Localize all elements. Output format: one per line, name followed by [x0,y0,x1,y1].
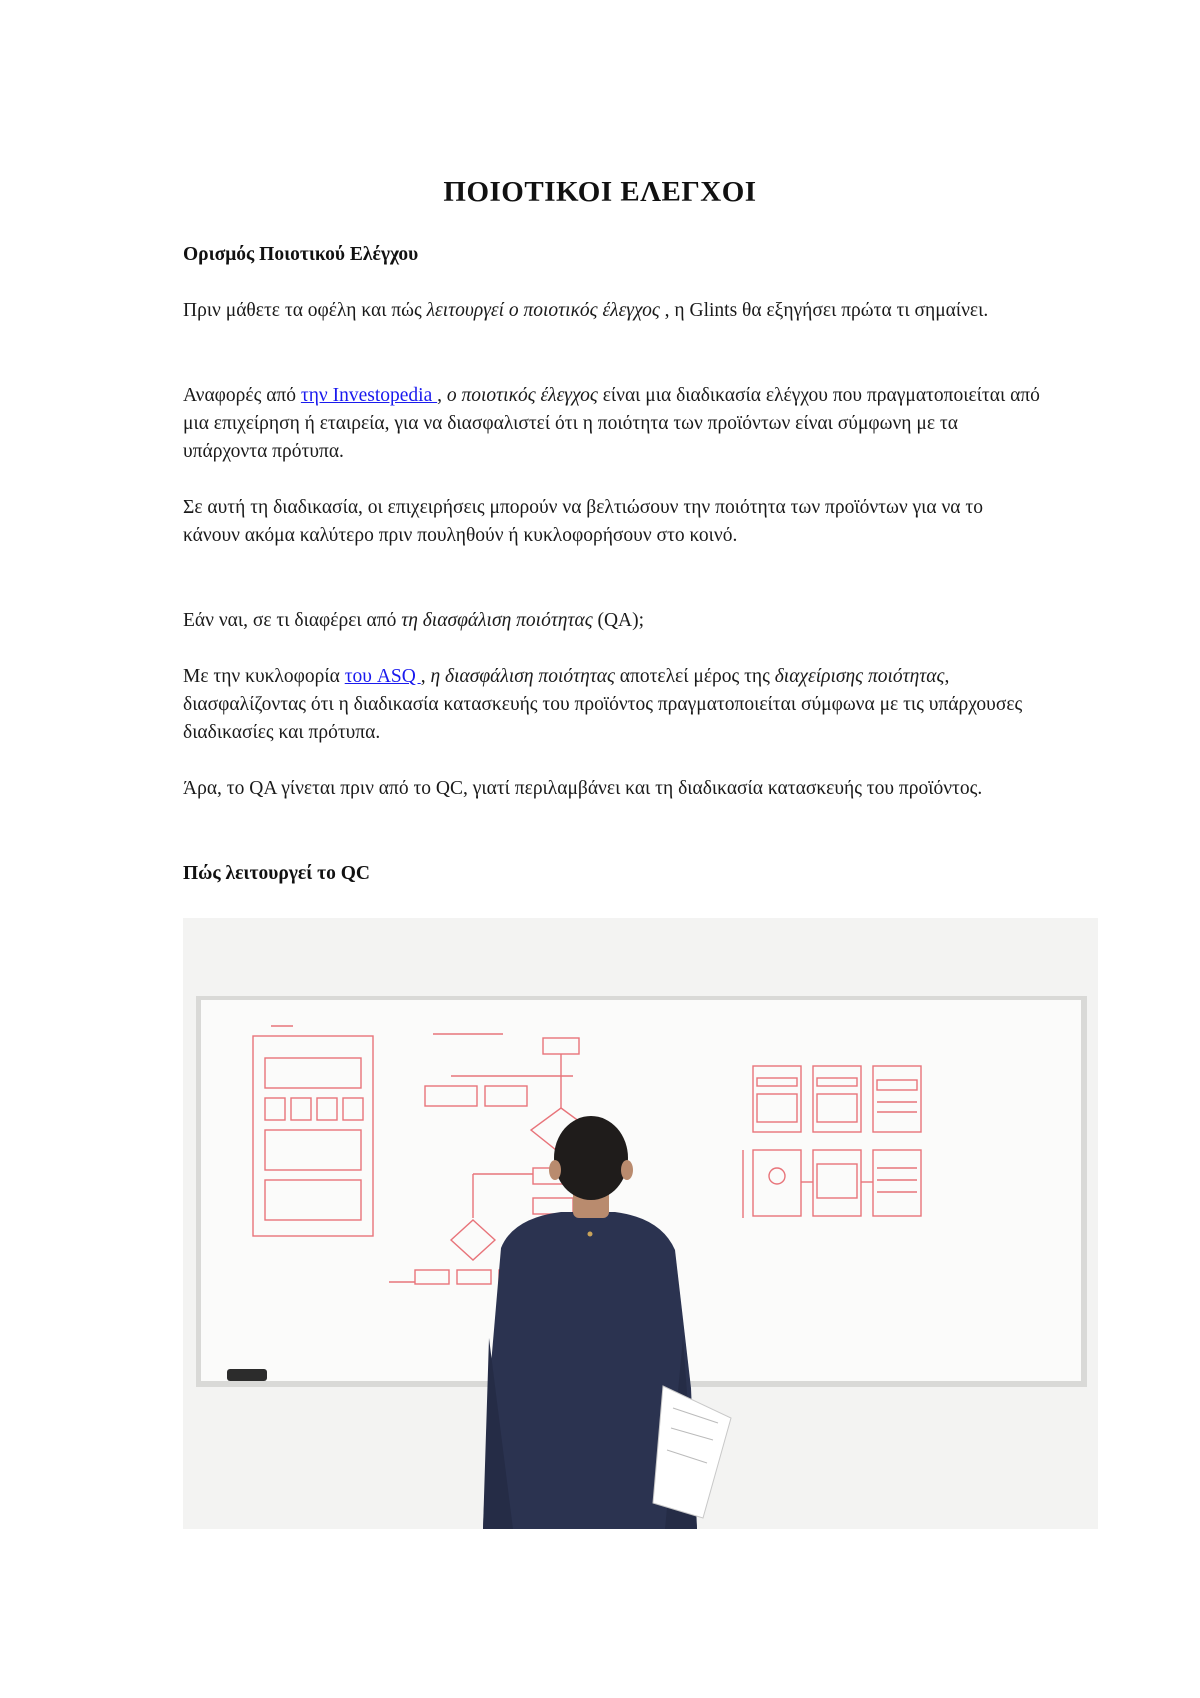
asq-link[interactable]: του ASQ [344,666,421,687]
paragraph-qa-before-qc: Άρα, το QA γίνεται πριν από το QC, γιατί περιλαμβάνει και τη διαδικασία κατασκευής του προϊόντος. [183,778,983,799]
paragraph-qa-question: Εάν ναι, σε τι διαφέρει από τη διασφάλιση ποιότητας (QA); [183,610,645,631]
paragraph-asq: Με την κυκλοφορία του ASQ , η διασφάλιση ποιότητας αποτελεί μέρος της διαχείρισης ποιότητας, διασφαλίζοντας ότι η διαδικασία κατασκευής του προϊόντος πραγματοποιείται σύμφωνα με τις υπάρχουσες διαδικασίες και πρότυπα. [183,666,1023,743]
section-heading-definition: Ορισμός Ποιοτικού Ελέγχου [183,244,419,265]
document-title: ΠΟΙΟΤΙΚΟΙ ΕΛΕΓΧΟΙ [443,176,757,208]
whiteboard-photo [183,918,1098,1529]
head [554,1116,628,1200]
investopedia-link[interactable]: την Investopedia [300,385,438,406]
eraser-icon [227,1369,267,1381]
section-heading-how-qc-works: Πώς λειτουργεί το QC [183,863,371,884]
paragraph-intro: Πριν μάθετε τα οφέλη και πώς λειτουργεί ο ποιοτικός έλεγχος , η Glints θα εξηγήσει πρώτα τι σημαίνει. [183,300,989,321]
paragraph-investopedia: Αναφορές από την Investopedia , ο ποιοτικός έλεγχος είναι μια διαδικασία ελέγχου που πραγματοποιείται από μια επιχείρηση ή εταιρεία, για να διασφαλιστεί ότι η ποιότητα των προϊόντων είναι σύμφωνη με τα υπάρχοντα πρότυπα. [183,385,1040,462]
paragraph-process: Σε αυτή τη διαδικασία, οι επιχειρήσεις μπορούν να βελτιώσουν την ποιότητα των προϊόντων για να το κάνουν ακόμα καλύτερο πριν πουληθούν ή κυκλοφορήσουν στο κοινό. [183,497,983,546]
whiteboard-illustration [183,918,1098,1529]
